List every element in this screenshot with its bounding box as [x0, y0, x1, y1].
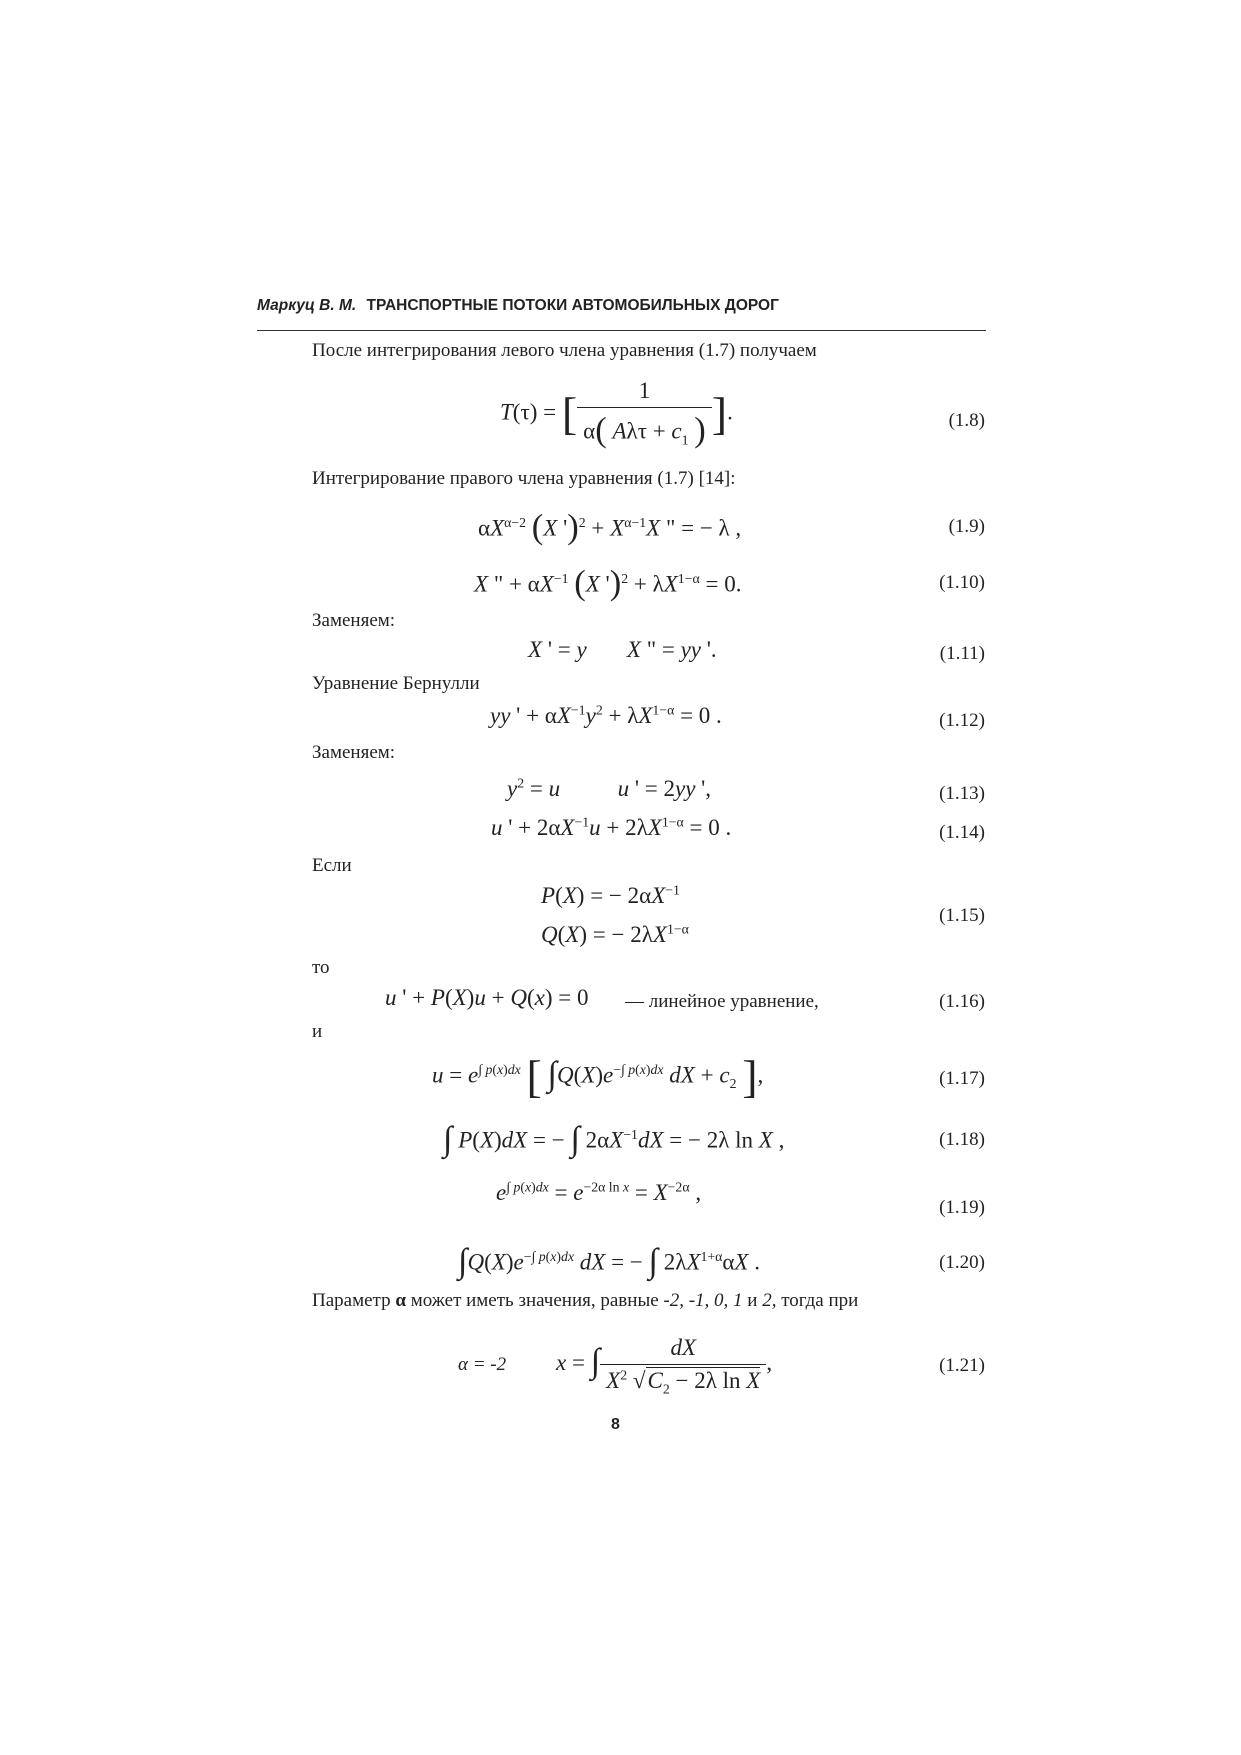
equation-1-9: $\alpha X^{\alpha-2}$ (X ')$^2 + X^{\alpha-1}X$ " = − λ ,	[478, 508, 742, 546]
paragraph-9-part-d: тогда при	[776, 1290, 859, 1311]
equation-1-16: u ' + P(X)u + Q(x) = 0	[385, 985, 589, 1010]
equation-1-15-line-2: Q(X) = − $2\lambda X^{1-\alpha}$	[541, 921, 689, 947]
running-header	[257, 297, 779, 315]
eq-number-1-21: (1.21)	[939, 1355, 985, 1376]
paragraph-5: Заменяем:	[312, 742, 396, 763]
eq-number-1-18: (1.18)	[939, 1129, 985, 1150]
eq-number-1-12: (1.12)	[939, 710, 985, 731]
paragraph-9-last: 2,	[762, 1290, 777, 1311]
equation-1-21: x = ∫ $\frac{dX}{X^2 √C_2 - 2\lambda \ln X}$ ,	[556, 1335, 773, 1397]
equation-1-12: yy ' + $\alpha X^{-1}y^2 + \lambda X^{1-\alpha} = 0$ .	[490, 702, 722, 728]
eq-number-1-20: (1.20)	[939, 1252, 985, 1273]
equation-1-14: u ' + $2\alpha X^{-1}u + 2\lambda X^{1-\alpha} = 0$ .	[491, 814, 732, 840]
paragraph-8: и	[312, 1021, 323, 1042]
equation-1-21-condition: α = -2	[458, 1354, 507, 1375]
equation-1-10: X " + $\alpha X^{-1}$ (X ')$^2 + \lambda X^{1-\alpha} = 0$.	[474, 564, 742, 602]
equation-1-19: $e^{\int p(x)dx} = e^{-2\alpha ln x} = X^{-2\alpha}$ ,	[496, 1179, 702, 1205]
header-title: ТРАНСПОРТНЫЕ ПОТОКИ АВТОМОБИЛЬНЫХ ДОРОГ	[366, 297, 779, 314]
eq-number-1-17: (1.17)	[939, 1068, 985, 1089]
equation-1-13: $y^2 = u$ u ' = 2yy ',	[507, 775, 712, 801]
paragraph-9-values: -2, -1, 0, 1	[663, 1290, 743, 1311]
equation-1-17: $u = e^{\int p(x)dx}$ [ $\int Q(X)e^{-\int p(x)dx}$ dX + $c_2$ ],	[432, 1051, 764, 1102]
eq-number-1-14: (1.14)	[939, 822, 985, 843]
paragraph-6: Если	[312, 855, 352, 876]
eq-number-1-8: (1.8)	[948, 410, 985, 431]
paragraph-9-part-a: Параметр	[312, 1290, 396, 1311]
eq-number-1-11: (1.11)	[939, 643, 985, 664]
header-author: Маркуц В. М.	[257, 297, 357, 314]
paragraph-1: После интегрирования левого члена уравнения (1.7) получаем	[312, 340, 817, 361]
page-number: 8	[611, 1416, 620, 1433]
paragraph-9-part-b: может иметь значения, равные	[405, 1290, 664, 1311]
equation-1-18: ∫ P(X)dX = − ∫ $2\alpha X^{-1}dX$ = − 2λ ln X ,	[443, 1120, 785, 1158]
paragraph-3: Заменяем:	[312, 610, 396, 631]
equation-1-20: $\int Q(X)e^{-\int p(x)dx}$ dX = − ∫ $2\lambda X^{1+\alpha}\alpha X$ .	[458, 1242, 760, 1280]
equation-1-15-line-1: P(X) = − $2\alpha X^{-1}$	[541, 882, 680, 908]
eq-number-1-9: (1.9)	[948, 516, 985, 537]
eq-number-1-16: (1.16)	[939, 991, 985, 1012]
paragraph-9	[312, 1290, 858, 1312]
paragraph-9-alpha: α	[395, 1290, 406, 1311]
equation-1-16-note: — линейное уравнение,	[625, 991, 819, 1012]
equation-1-8: T(τ) = [ $\frac{1}{\alpha( A\lambda\tau + c_1 )}$ ].	[500, 378, 733, 449]
paragraph-2: Интегрирование правого члена уравнения (1.7) [14]:	[312, 468, 736, 489]
eq-number-1-10: (1.10)	[939, 572, 985, 593]
paragraph-7: то	[312, 957, 330, 978]
paragraph-9-part-c: и	[742, 1290, 763, 1311]
eq-number-1-15: (1.15)	[939, 905, 985, 926]
eq-number-1-13: (1.13)	[939, 783, 985, 804]
eq-number-1-19: (1.19)	[939, 1197, 985, 1218]
equation-1-11: X ' = y X " = yy '.	[528, 637, 717, 662]
paragraph-4: Уравнение Бернулли	[312, 673, 480, 694]
header-rule	[257, 330, 986, 331]
